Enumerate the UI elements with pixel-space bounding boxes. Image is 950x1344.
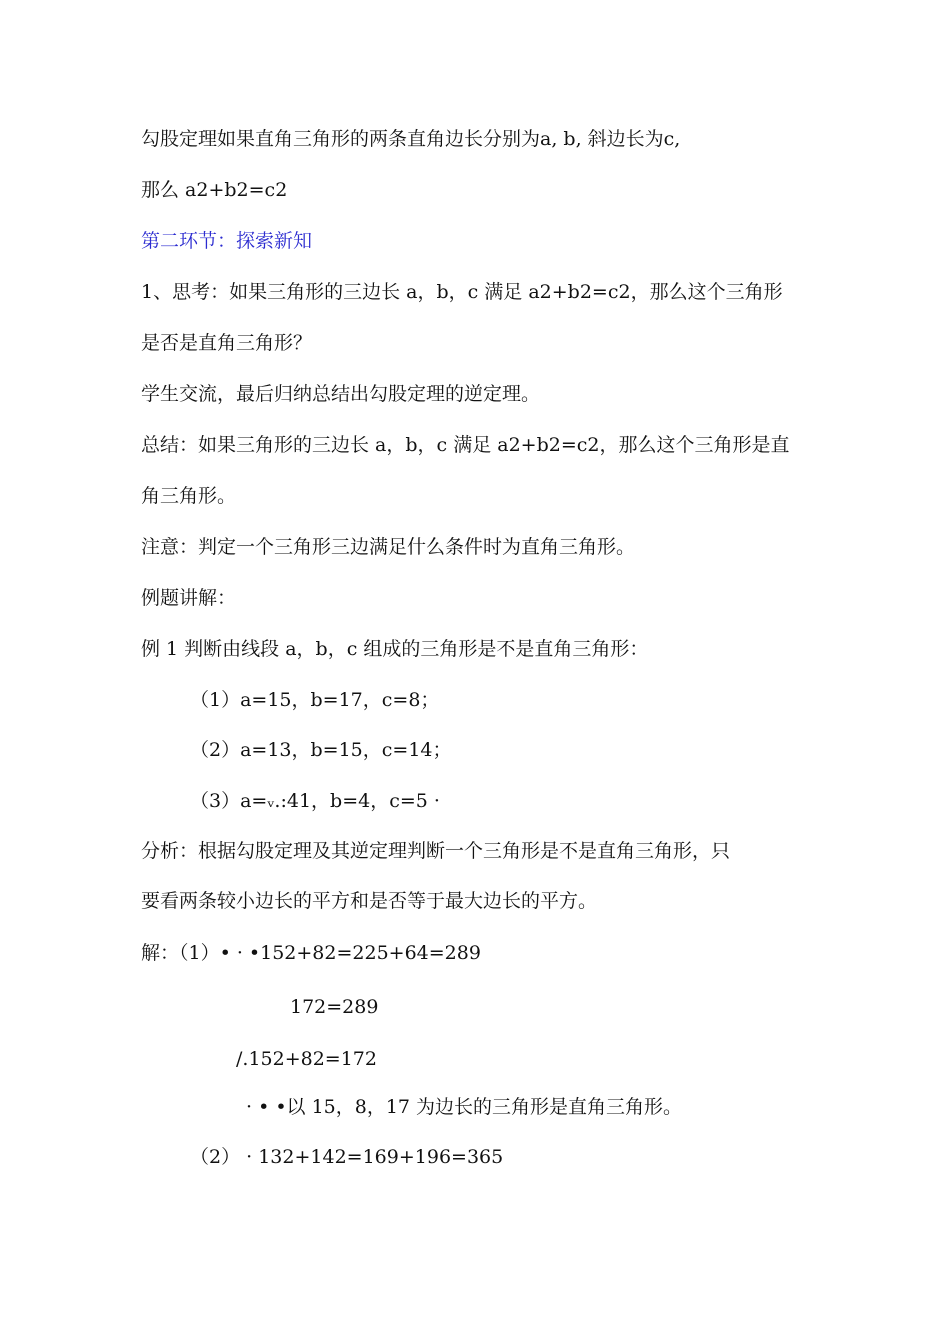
note-line: 注意：判定一个三角形三边满足什么条件时为直角三角形。 (141, 536, 636, 558)
question-line-2: 是否是直角三角形？ (141, 332, 313, 354)
question-line-1: 1、思考：如果三角形的三边长 a，b，c 满足 a2+b2=c2，那么这个三角形 (141, 281, 783, 303)
discussion-line: 学生交流，最后归纳总结出勾股定理的逆定理。 (141, 383, 541, 405)
solution-line-1: 解：（1）• · •152+82=225+64=289 (141, 942, 481, 964)
solution-conclusion-1: · • •以 15，8，17 为边长的三角形是直角三角形。 (246, 1096, 683, 1118)
example-heading: 例题讲解： (141, 587, 237, 609)
section-heading: 第二环节：探索新知 (141, 230, 313, 252)
solution-line-4: （2） · 132+142=169+196=365 (190, 1146, 504, 1168)
example-1-statement: 例 1 判断由线段 a，b，c 组成的三角形是不是直角三角形： (141, 638, 649, 660)
summary-line-1: 总结：如果三角形的三边长 a，b，c 满足 a2+b2=c2，那么这个三角形是直 (141, 434, 790, 456)
example-case-3: （3）a=ᵥ.:41，b=4，c=5 · (190, 790, 440, 812)
theorem-line-2: 那么 a2+b2=c2 (141, 179, 288, 201)
solution-line-2: 172=289 (290, 996, 379, 1018)
example-case-1: （1）a=15，b=17，c=8； (190, 689, 440, 711)
example-case-2: （2）a=13，b=15，c=14； (190, 739, 452, 761)
analysis-line-1: 分析：根据勾股定理及其逆定理判断一个三角形是不是直角三角形，只 (141, 840, 731, 862)
solution-line-3: /.152+82=172 (236, 1048, 377, 1070)
summary-line-2: 角三角形。 (141, 485, 237, 507)
theorem-line-1: 勾股定理如果直角三角形的两条直角边长分别为a, b, 斜边长为c, (141, 128, 681, 150)
analysis-line-2: 要看两条较小边长的平方和是否等于最大边长的平方。 (141, 890, 598, 912)
